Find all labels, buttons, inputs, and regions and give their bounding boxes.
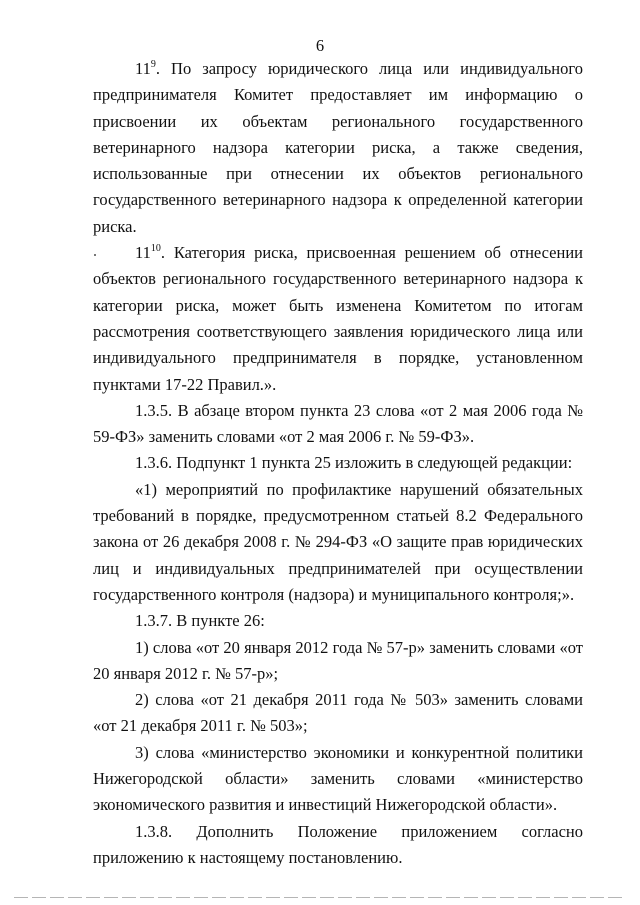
paragraph-text: . Категория риска, присвоенная решением об отнесении объектов регионального государственного ветеринарного надзора к категории риска, может быть изменена Комитетом по итогам рассмотрения соответствующего заявления юридического лица или индивидуального предпринимателя в порядке, установленном пунктами 17-22 Правил.». xyxy=(93,243,583,394)
paragraph-item-2: 2) слова «от 21 декабря 2011 года № 503» заменить словами «от 21 декабря 2011 г. № 503»; xyxy=(93,690,583,736)
document-body xyxy=(93,56,583,871)
margin-dot xyxy=(94,254,96,256)
clause-number: 11 xyxy=(135,59,151,78)
paragraph-item-1: 1) слова «от 20 января 2012 года № 57-р» заменить словами «от 20 января 2012 г. № 57-р»; xyxy=(93,637,583,683)
paragraph-11-9 xyxy=(93,56,583,240)
paragraph-quoted-subclause-1: «1) мероприятий по профилактике нарушений обязательных требований в порядке, предусмотренном статьей 8.2 Федерального закона от 26 декабря 2008 г. № 294-ФЗ «О защите прав юридических лиц и индивидуальных предпринимателей при осуществлении государственного контроля (надзора) и муниципального контроля;». xyxy=(93,479,583,604)
clause-superscript: 10 xyxy=(150,243,161,255)
paragraph-1-3-5: 1.3.5. В абзаце втором пункта 23 слова «от 2 мая 2006 года № 59-ФЗ» заменить словами «от 2 мая 2006 г. № 59-ФЗ». xyxy=(93,400,583,447)
clause-superscript: 9 xyxy=(150,59,156,70)
paragraph-1-3-8: 1.3.8. Дополнить Положение приложением согласно приложению к настоящему постановлению. xyxy=(93,821,583,867)
paragraph-11-10 xyxy=(93,240,583,398)
paragraph-text: . По запросу юридического лица или индивидуального предпринимателя Комитет предоставляет им информацию о присвоении их объектам регионального государственного ветеринарного надзора категории риска, а также сведения, использованные при отнесении их объектов регионального государственного ветеринарного надзора к определенной категории риска. xyxy=(93,59,583,236)
paragraph-1-3-7: 1.3.7. В пункте 26: xyxy=(135,611,265,631)
paragraph-item-3: 3) слова «министерство экономики и конкурентной политики Нижегородской области» заменить словами «министерство экономического развития и инвестиций Нижегородской области». xyxy=(93,742,583,815)
paragraph-1-3-6: 1.3.6. Подпункт 1 пункта 25 изложить в следующей редакции: xyxy=(135,453,573,473)
scan-footer-line xyxy=(14,897,626,898)
page-number: 6 xyxy=(315,36,325,55)
clause-number: 11 xyxy=(135,243,151,263)
